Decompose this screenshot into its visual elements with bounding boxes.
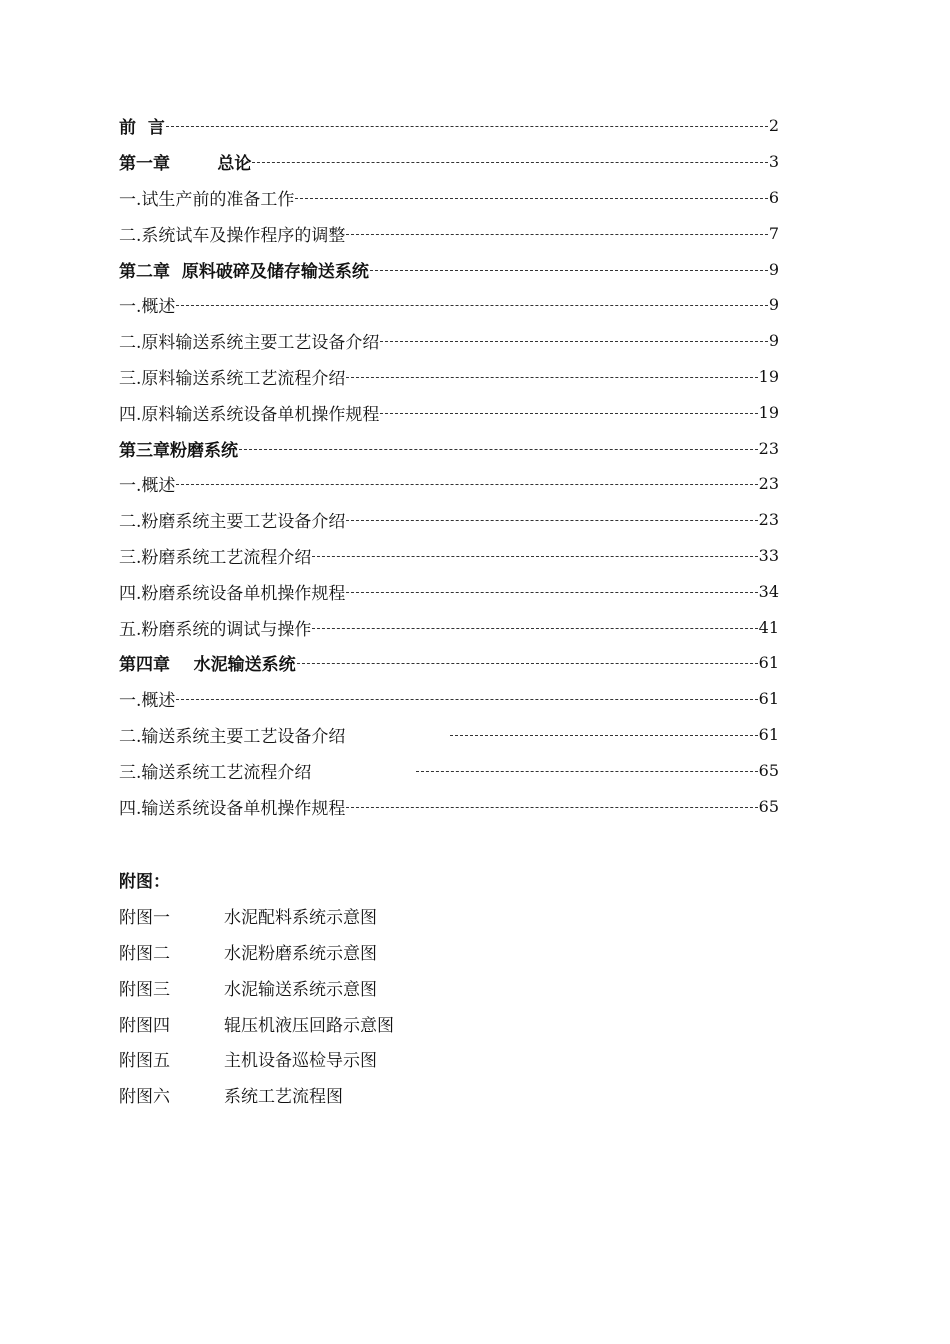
toc-entry[interactable]	[119, 108, 779, 144]
toc-entry-title: 四.粉磨系统设备单机操作规程	[119, 583, 346, 604]
figure-list	[119, 862, 619, 1113]
toc-entry-title: 二.原料输送系统主要工艺设备介绍	[119, 333, 380, 354]
toc-entry[interactable]	[119, 144, 779, 180]
toc-entry-title: 第一章 总论	[119, 154, 252, 175]
toc-entry-title: 第三章粉磨系统	[119, 440, 238, 461]
figure-item[interactable]	[119, 934, 619, 970]
toc-entry-title: 五.粉磨系统的调试与操作	[119, 619, 312, 640]
toc-leader	[312, 628, 757, 629]
toc-entry-title: 四.输送系统设备单机操作规程	[119, 798, 346, 819]
figure-title: 水泥输送系统示意图	[224, 979, 377, 1000]
toc-entry-page: 23	[758, 438, 779, 458]
toc-entry[interactable]	[119, 287, 779, 323]
figure-title: 主机设备巡检导示图	[224, 1051, 377, 1072]
toc-entry-page: 19	[758, 402, 779, 422]
toc-leader	[416, 771, 757, 772]
toc-entry-title: 三.原料输送系统工艺流程介绍	[119, 368, 346, 389]
toc-entry[interactable]	[119, 502, 779, 538]
toc-entry-title: 一.概述	[119, 691, 176, 712]
toc-entry-title: 三.粉磨系统工艺流程介绍	[119, 547, 312, 568]
toc-entry[interactable]	[119, 717, 779, 753]
toc-entry-title: 一.试生产前的准备工作	[119, 189, 295, 210]
toc-entry-title: 二.系统试车及操作程序的调整	[119, 225, 346, 246]
toc-entry-title: 一.概述	[119, 476, 176, 497]
toc-entry[interactable]	[119, 215, 779, 251]
toc-leader	[380, 413, 757, 414]
toc-entry[interactable]	[119, 251, 779, 287]
toc-entry[interactable]	[119, 394, 779, 430]
toc-entry[interactable]	[119, 538, 779, 574]
toc-leader	[450, 735, 757, 736]
toc-entry-title: 四.原料输送系统设备单机操作规程	[119, 404, 380, 425]
toc-leader	[370, 270, 768, 271]
toc-leader	[312, 556, 757, 557]
figure-label: 附图五	[119, 1051, 170, 1072]
toc-entry-page: 33	[758, 545, 779, 565]
figure-item[interactable]	[119, 1041, 619, 1077]
toc-entry-title: 一.概述	[119, 297, 176, 318]
toc-entry-title: 二.粉磨系统主要工艺设备介绍	[119, 512, 346, 533]
toc-entry-page: 9	[768, 259, 779, 279]
toc-entry-title: 二.输送系统主要工艺设备介绍	[119, 726, 346, 747]
toc-entry-page: 65	[758, 760, 779, 780]
toc-entry-page: 65	[758, 796, 779, 816]
toc-leader	[346, 234, 767, 235]
toc-entry-title: 前 言	[119, 118, 165, 139]
toc-entry-page: 6	[768, 187, 779, 207]
toc-entry-page: 61	[758, 724, 779, 744]
toc-leader	[166, 126, 768, 127]
toc-entry-page: 61	[758, 653, 779, 673]
toc-leader	[346, 807, 757, 808]
figure-label: 附图一	[119, 908, 170, 929]
toc-entry-title: 第四章 水泥输送系统	[119, 655, 296, 676]
toc-entry[interactable]	[119, 609, 779, 645]
figure-title: 水泥配料系统示意图	[224, 908, 377, 929]
toc-leader	[380, 341, 767, 342]
figure-item[interactable]	[119, 969, 619, 1005]
toc-entry-page: 9	[768, 295, 779, 315]
toc-entry-page: 23	[758, 510, 779, 530]
toc-entry[interactable]	[119, 430, 779, 466]
figure-list-heading: 附图：	[119, 872, 170, 893]
toc-entry-page: 23	[758, 474, 779, 494]
toc-entry[interactable]	[119, 645, 779, 681]
table-of-contents	[119, 108, 779, 824]
toc-entry[interactable]	[119, 788, 779, 824]
figure-title: 系统工艺流程图	[224, 1087, 343, 1108]
toc-entry-page: 41	[758, 617, 779, 637]
figure-label: 附图二	[119, 943, 170, 964]
figure-item[interactable]	[119, 1077, 619, 1113]
toc-entry[interactable]	[119, 180, 779, 216]
toc-entry-page: 9	[768, 331, 779, 351]
toc-entry[interactable]	[119, 752, 779, 788]
toc-entry-page: 3	[768, 152, 779, 172]
figure-item[interactable]	[119, 1005, 619, 1041]
toc-entry[interactable]	[119, 323, 779, 359]
toc-leader	[346, 520, 757, 521]
figure-label: 附图三	[119, 979, 170, 1000]
toc-entry-page: 61	[758, 689, 779, 709]
toc-entry[interactable]	[119, 681, 779, 717]
toc-leader	[295, 198, 767, 199]
toc-leader	[176, 699, 757, 700]
figure-label: 附图四	[119, 1015, 170, 1036]
toc-entry[interactable]	[119, 466, 779, 502]
toc-entry-page: 34	[758, 581, 779, 601]
toc-leader	[346, 592, 757, 593]
toc-entry[interactable]	[119, 359, 779, 395]
figure-title: 水泥粉磨系统示意图	[224, 943, 377, 964]
toc-leader	[346, 377, 757, 378]
toc-entry-page: 2	[768, 116, 779, 136]
toc-entry[interactable]	[119, 573, 779, 609]
toc-leader	[239, 449, 758, 450]
toc-entry-page: 19	[758, 366, 779, 386]
toc-entry-title: 三.输送系统工艺流程介绍	[119, 762, 312, 783]
toc-leader	[252, 162, 767, 163]
figure-title: 辊压机液压回路示意图	[224, 1015, 394, 1036]
figure-label: 附图六	[119, 1087, 170, 1108]
toc-entry-page: 7	[768, 223, 779, 243]
toc-entry-title: 第二章 原料破碎及储存输送系统	[119, 261, 369, 282]
toc-leader	[176, 305, 767, 306]
toc-leader	[176, 484, 757, 485]
figure-item[interactable]	[119, 898, 619, 934]
toc-leader	[297, 663, 758, 664]
